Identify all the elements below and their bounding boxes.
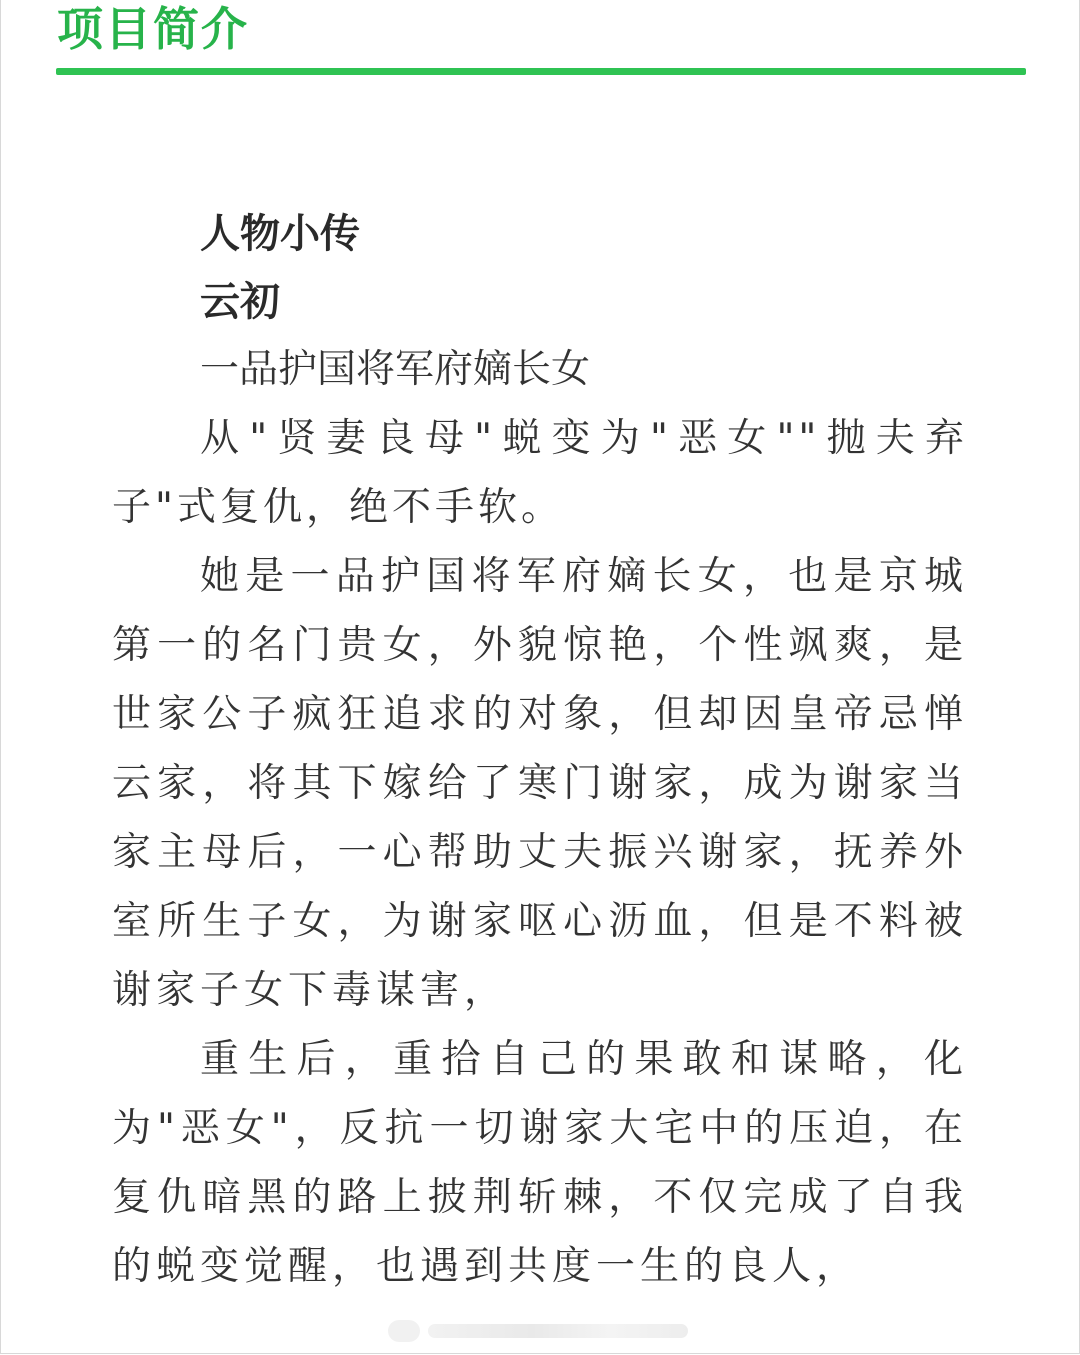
watermark-logo-icon	[388, 1320, 420, 1342]
watermark-text-blur	[428, 1324, 688, 1338]
title-divider	[56, 68, 1026, 75]
character-name: 云初	[200, 279, 280, 325]
watermark	[388, 1318, 688, 1346]
section-title: 项目简介	[57, 2, 249, 56]
paragraph-rebirth: 重生后，重拾自己的果敢和谋略，化为"恶女"，反抗一切谢家大宅中的压迫，在复仇暗黑的路上披荆斩棘，不仅完成了自我的蜕变觉醒，也遇到共度一生的良人，	[112, 1037, 968, 1289]
paragraph-background: 她是一品护国将军府嫡长女，也是京城第一的名门贵女，外貌惊艳，个性飒爽，是世家公子疯狂追求的对象，但却因皇帝忌惮云家，将其下嫁给了寒门谢家，成为谢家当家主母后，一心帮助丈夫振兴谢家，抚养外室所生子女，为谢家呕心沥血，但是不料被谢家子女下毒谋害，	[112, 554, 968, 1013]
character-identity: 一品护国将军府嫡长女	[200, 347, 591, 392]
article-heading: 人物小传	[200, 211, 360, 257]
paragraph-intro: 从"贤妻良母"蜕变为"恶女""抛夫弃子"式复仇，绝不手软。	[112, 416, 968, 530]
article-body	[112, 200, 968, 1301]
